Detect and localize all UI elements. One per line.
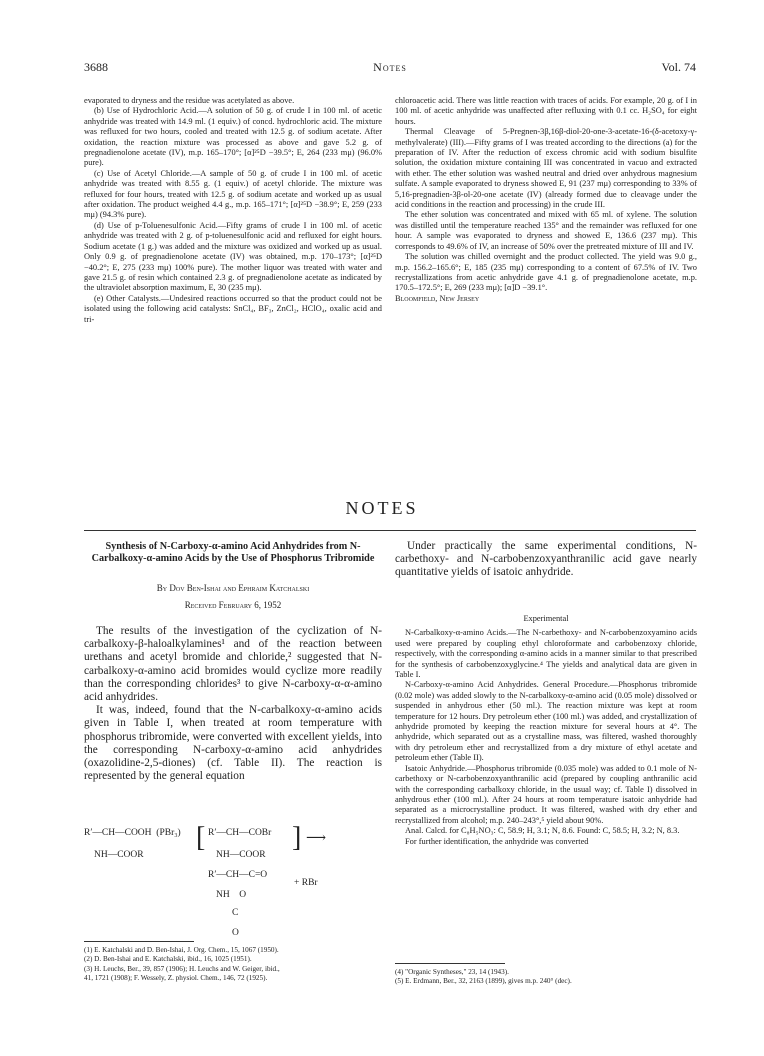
article-title: Synthesis of N-Carboxy-α-amino Acid Anhydrides from N-Carbalkoxy-α-amino Acids by the Use of Phosphorus Tribromide <box>91 541 375 564</box>
running-title: Notes <box>373 60 407 74</box>
paragraph: N-Carbalkoxy-α-amino Acids.—The N-carbethoxy- and N-carbobenzoxyamino acids used were prepared by coupling ethyl chloroformate and carbobenzoxy chloride, respectively, with the corresponding α-amino acids in a manner similar to that prescribed for the synthesis of carbobenzoxyglycine.⁴ The yields and analytical data are given in Table I. <box>395 628 697 680</box>
article-authors: By Dov Ben-Ishai and Ephraim Katchalski <box>156 583 310 593</box>
right-intro <box>395 540 697 580</box>
article-intro <box>84 625 382 783</box>
footnote: (5) E. Erdmann, Ber., 32, 2163 (1899), gives m.p. 240° (dec). <box>395 977 572 986</box>
paragraph: (b) Use of Hydrochloric Acid.—A solution of 50 g. of crude I in 100 ml. of acetic anhydride was treated with 14.9 ml. (1 equiv.) of concd. hydrochloric acid. The mixture was refluxed for two hours, cooled and treated with 12.5 g. of sodium acetate. After oxidation, the reaction mixture was processed as above and gave 5.2 g. of pregnadienolone acetate (IV), m.p. 165–170°; [α]²⁵D −39.5°; E, 264 (233 mμ) (96.0% pure). <box>84 106 382 168</box>
paragraph: chloroacetic acid. There was little reaction with traces of acids. For example, 20 g. of I in 100 ml. of acetic anhydride was unaffected after refluxing with 0.1 cc. H₂SO₄ for eight hours. <box>395 96 697 126</box>
equation-product-ring: NH O <box>216 890 247 900</box>
paragraph: The results of the investigation of the cyclization of N-carbalkoxy-β-haloalkylamines¹ and of the reaction between urethans and acetyl bromide and chloride,² suggested that N-carbalkoxy-α-amino acid bromides would cyclize more readily than the corresponding chlorides³ to give N-carboxy-α-α-amino acid anhydrides. <box>84 625 382 704</box>
received-date: Received February 6, 1952 <box>184 600 282 610</box>
running-header <box>84 60 696 76</box>
footnote: (1) E. Katchalski and D. Ben-Ishai, J. Org. Chem., 15, 1067 (1950). <box>84 946 279 954</box>
equation-carbonyl-oxygen: O <box>232 928 239 938</box>
paragraph: evaporated to dryness and the residue was acetylated as above. <box>84 96 295 105</box>
equation-reactant: R′—CH—COOH (PBr₃) <box>84 828 181 838</box>
bracket-close: ] <box>292 822 302 853</box>
footnote: 41, 1721 (1908); F. Wessely, Z. physiol. Chem., 146, 72 (1925). <box>84 974 268 983</box>
equation-reactant-amine: NH—COOR <box>94 850 144 860</box>
footnote: (2) D. Ben-Ishai and E. Katchalski, ibid., 16, 1025 (1951). <box>84 955 252 964</box>
page-number: 3688 <box>84 60 108 74</box>
equation-byproduct: + RBr <box>294 878 318 888</box>
paragraph: Isatoic Anhydride.—Phosphorus tribromide (0.035 mole) was added to 0.1 mole of N-carbethoxy or N-carbobenzoxyanthranilic acid (prepared by coupling anthranilic acid with the corresponding carbalkoxy chloride, in the usual way; cf. Table I) dissolved in anhydrous ether (100 ml.). After 24 hours at room temperature isatoic anhydride had separated as a microcrystalline product. It was filtered, washed with dry ether and recrystallized from alcohol; m.p. 240–243°,⁵ yield about 90%. <box>395 763 697 825</box>
paragraph: Under practically the same experimental conditions, N-carbethoxy- and N-carbobenzoxyanthranilic acid gave nearly quantitative yields of isatoic anhydride. <box>395 540 697 579</box>
paragraph: For further identification, the anhydride was converted <box>405 836 589 846</box>
paragraph: N-Carboxy-α-amino Acid Anhydrides. General Procedure.—Phosphorus tribromide (0.02 mole) was added slowly to the N-carbalkoxy-α-amino acid (0.05 mole) dissolved or suspended in anhydrous ether (50 ml.). The reaction mixture was kept at room temperature for 12 hours. Dry petroleum ether (100 ml.) was added, and crystallization of anhydride promoted by keeping the reaction mixture for several hours at 4°. The anhydride, which separated out as a crystalline mass, was filtered, washed thoroughly with dry petroleum ether and recrystallized from a dry mixture of ethyl acetate and petroleum ether (Table II). <box>395 680 697 763</box>
equation-intermediate-amine: NH—COOR <box>216 850 266 860</box>
paragraph: The ether solution was concentrated and mixed with 65 ml. of xylene. The solution was distilled until the temperature reached 135° and the remainder was refluxed for one hour. A sample was evaporated to dryness and showed E, 136.6 (237 mμ). This corresponds to 49.6% of IV, an increase of 50% over the pretreated mixture of III and IV. <box>395 210 697 251</box>
footnotes-right <box>395 968 697 987</box>
footnote-rule-right <box>395 963 505 964</box>
top-left-column <box>84 96 382 325</box>
top-right-column <box>395 96 697 304</box>
reaction-arrow: ⟶ <box>306 831 327 846</box>
reaction-equation <box>84 822 382 940</box>
volume-number: Vol. 74 <box>661 60 696 74</box>
experimental-section <box>395 612 697 847</box>
footnotes-left <box>84 946 382 984</box>
footnote: (4) "Organic Syntheses," 23, 14 (1943). <box>395 968 509 976</box>
signature: Bloomfield, New Jersey <box>395 293 480 303</box>
bracket-open: [ <box>196 822 206 853</box>
paragraph: The solution was chilled overnight and the product collected. The yield was 9.0 g., m.p. 156.2–165.6°; E, 185 (235 mμ) corresponding to a content of 67.5% of IV. Two recrystallizations from acetic anhydride gave 4.1 g. of pregnadienolone acetate, m.p. 170.5–172.5°; E, 269 (233 mμ); [α]D −39.1°. <box>395 252 697 293</box>
paragraph: Thermal Cleavage of 5-Pregnen-3β,16β-diol-20-one-3-acetate-16-(δ-acetoxy-γ-methylvalerate) (III).—Fifty grams of I was treated according to the directions (a) for the preparation of IV. After the reduction of excess chromic acid with sodium bisulfite solution, the oxidation mixture containing III was concentrated in vacuo and extracted with ether. The ether solution was washed neutral and dried over anhydrous magnesium sulfate. A sample evaporated to dryness showed E, 91 (237 mμ) corresponding to 33% of 5,16-pregnadien-3β-ol-20-one acetate (IV) (already formed due to cleavage under the acid conditions in the reaction and processing) in the crude III. <box>395 127 697 210</box>
paragraph: (c) Use of Acetyl Chloride.—A sample of 50 g. of crude I in 100 ml. of acetic anhydride was treated with 8.55 g. (1 equiv.) of acetyl chloride. The mixture was refluxed for four hours, treated with 12.5 g. of sodium acetate and worked up as usual after oxidation. The product weighed 4.4 g., m.p. 165–171°; [α]²⁵D −38.9°; E, 259 (233 mμ) (94.3% pure). <box>84 168 382 220</box>
section-rule <box>84 530 696 531</box>
equation-carbonyl-carbon: C <box>232 908 239 918</box>
paragraph: It was, indeed, found that the N-carbalkoxy-α-amino acids given in Table I, when treated at room temperature with phosphorus tribromide, were converted with excellent yields, into the corresponding N-carboxy-α-amino acid anhydrides (oxazolidine-2,5-diones) (cf. Table II). The reaction is represented by the general equation <box>84 704 382 783</box>
footnote-rule <box>84 941 194 942</box>
equation-intermediate: R′—CH—COBr <box>208 828 272 838</box>
section-title: NOTES <box>345 498 419 518</box>
equation-product: R′—CH—C=O <box>208 870 268 880</box>
paragraph: Anal. Calcd. for C₈H₅NO₃: C, 58.9; H, 3.1; N, 8.6. Found: C, 58.5; H, 3.2; N, 8.3. <box>405 826 680 836</box>
footnote: (3) H. Leuchs, Ber., 39, 857 (1906); H. Leuchs and W. Geiger, ibid., <box>84 964 280 973</box>
paragraph: (d) Use of p-Toluenesulfonic Acid.—Fifty grams of crude I in 100 ml. of acetic anhydride was treated with 2 g. of p-toluenesulfonic acid and refluxed for eight hours. Sodium acetate (1 g.) was added and the mixture was oxidized and worked up as usual. Only 0.9 g. of pregnadienolone acetate (IV) was obtained, m.p. 170–173°; [α]²⁵D −40.2°; E, 275 (233 mμ) 100% pure). The mother liquor was treated with water and gave 21.5 g. of resin which contained 2.3 g. of pregnadienolone acetate as indicated by the ultraviolet absorption maximum, E, 30 (235 mμ). <box>84 220 382 293</box>
paragraph: (e) Other Catalysts.—Undesired reactions occurred so that the product could not be isolated using the following acid catalysts: SnCl₄, BF₃, ZnCl₂, HClO₄, oxalic acid and tri- <box>84 293 382 324</box>
experimental-heading: Experimental <box>523 614 569 623</box>
